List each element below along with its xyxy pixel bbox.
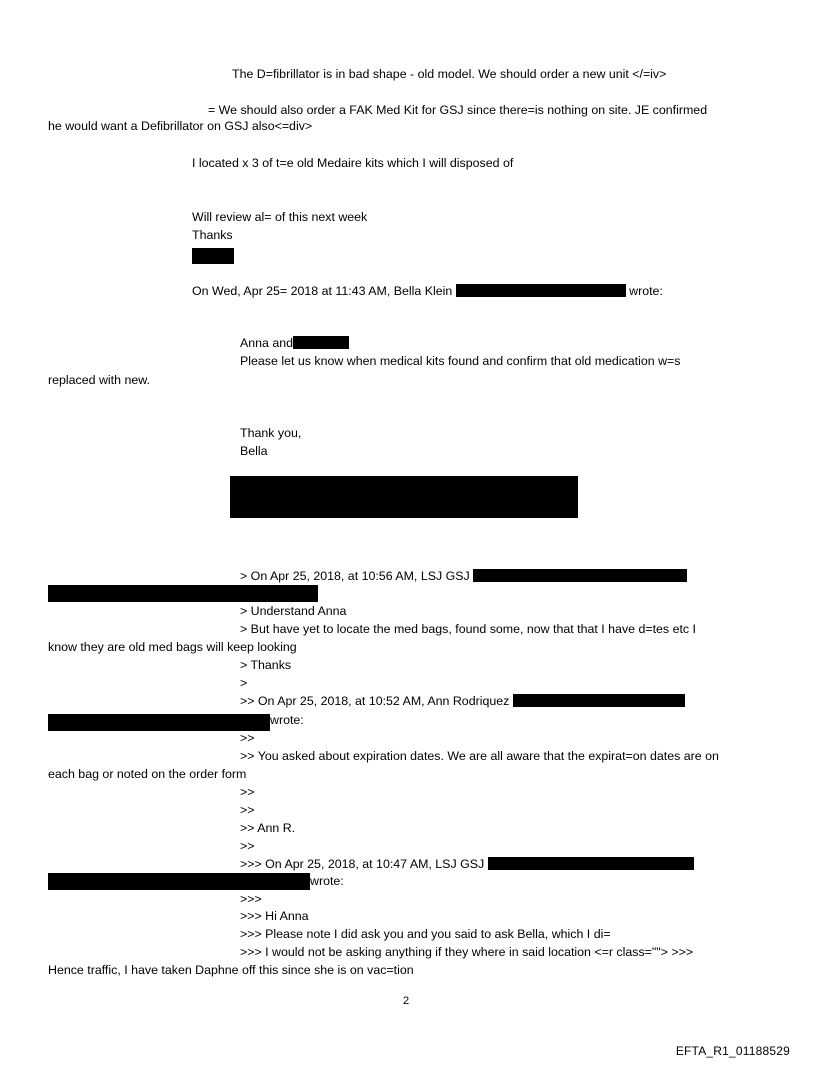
text-line: Thanks	[192, 228, 233, 242]
text-line: Will review al= of this next week	[192, 210, 368, 224]
text-line: >>	[240, 803, 255, 817]
email-header-text: On Wed, Apr 25= 2018 at 11:43 AM, Bella Klein	[192, 284, 456, 298]
redaction-box	[513, 694, 685, 707]
redaction-box	[488, 857, 694, 870]
text-line: >>> I would not be asking anything if they where in said location <=r class=""> >>>	[240, 945, 694, 959]
text-line: >> Ann R.	[240, 821, 296, 835]
quoted-header-text: > On Apr 25, 2018, at 10:56 AM, LSJ GSJ	[240, 569, 474, 583]
text-line: > Understand Anna	[240, 604, 347, 618]
text-line	[240, 857, 694, 872]
redaction-box	[48, 873, 310, 890]
redaction-box	[192, 248, 234, 264]
bates-number: EFTA_R1_01188529	[675, 1044, 790, 1058]
text-line	[240, 569, 687, 584]
redaction-box	[230, 476, 578, 518]
text-line: > But have yet to locate the med bags, found some, now that that I have d=tes etc I	[240, 622, 696, 636]
text-line: >>> Hi Anna	[240, 909, 309, 923]
text-line	[240, 694, 685, 709]
text-line: >>	[240, 839, 255, 853]
text-line: wrote:	[270, 713, 304, 727]
text-line: >>	[240, 785, 255, 799]
text-line: replaced with new.	[48, 373, 150, 387]
text-line: > Thanks	[240, 658, 292, 672]
text-line: >	[240, 676, 248, 690]
text-line: >>>	[240, 892, 262, 906]
redaction-box	[473, 569, 687, 582]
text-line	[192, 284, 663, 299]
redaction-box	[48, 585, 318, 602]
text-line: each bag or noted on the order form	[48, 767, 247, 781]
text-line: Hence traffic, I have taken Daphne off this since she is on vac=tion	[48, 963, 414, 977]
text-line: Please let us know when medical kits found and confirm that old medication w=s	[240, 354, 681, 368]
quoted-header-text: >> On Apr 25, 2018, at 10:52 AM, Ann Rodriquez	[240, 694, 513, 708]
text-line: Bella	[240, 444, 268, 458]
text-line: wrote:	[310, 874, 344, 888]
greeting-text: Anna and	[240, 336, 294, 350]
text-line: >>	[240, 731, 255, 745]
text-line: = We should also order a FAK Med Kit for GSJ since there=is nothing on site. JE confirmed	[208, 103, 708, 117]
text-line: >>> Please note I did ask you and you said to ask Bella, which I di=	[240, 927, 611, 941]
text-line: Thank you,	[240, 426, 302, 440]
text-line: he would want a Defibrillator on GSJ also<=div>	[48, 119, 313, 133]
quoted-header-text: >>> On Apr 25, 2018, at 10:47 AM, LSJ GSJ	[240, 857, 488, 871]
page-number: 2	[403, 995, 410, 1007]
text-line	[240, 336, 349, 351]
email-header-text: wrote:	[625, 284, 663, 298]
text-line: know they are old med bags will keep looking	[48, 640, 297, 654]
text-line: The D=fibrillator is in bad shape - old model. We should order a new unit </=iv>	[232, 67, 667, 81]
text-line: >> You asked about expiration dates. We are all aware that the expirat=on dates are on	[240, 749, 719, 763]
redaction-box	[456, 284, 626, 297]
text-line: I located x 3 of t=e old Medaire kits which I will disposed of	[192, 156, 514, 170]
redaction-box	[293, 336, 349, 349]
redaction-box	[48, 714, 270, 731]
